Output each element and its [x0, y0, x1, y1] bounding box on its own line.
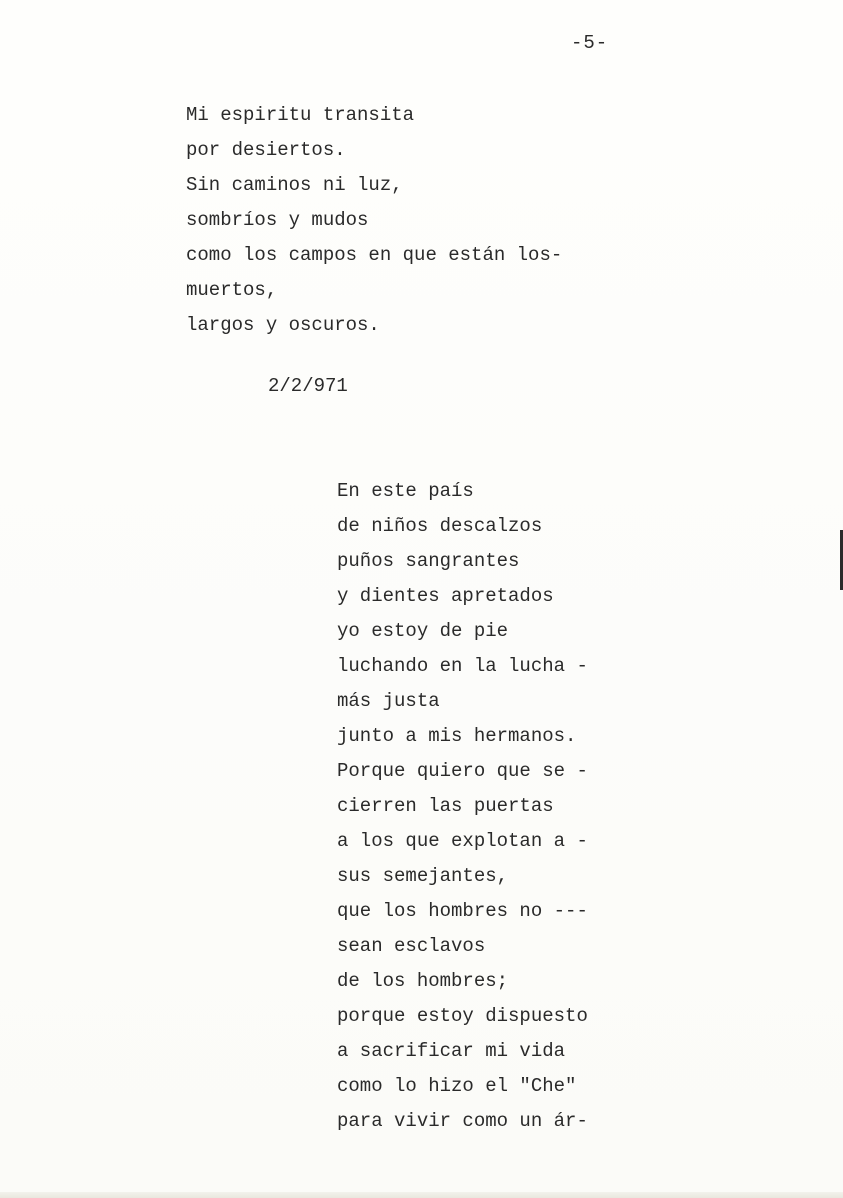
poem-line: para vivir como un ár-	[337, 1110, 588, 1132]
page-bottom-edge	[0, 1192, 843, 1198]
poem-line: Mi espiritu transita	[186, 104, 415, 126]
poem-line: como los campos en que están los-	[186, 244, 563, 266]
page-number: -5-	[571, 32, 609, 54]
poem-line: a los que explotan a -	[337, 830, 588, 852]
poem-line: muertos,	[186, 279, 278, 301]
poem-line: sus semejantes,	[337, 865, 509, 887]
poem-date: 2/2/971	[268, 375, 348, 397]
poem-line: junto a mis hermanos.	[337, 725, 577, 747]
poem-line: por desiertos.	[186, 139, 346, 161]
poem-line: y dientes apretados	[337, 585, 554, 607]
poem-line: Sin caminos ni luz,	[186, 174, 403, 196]
poem-line: En este país	[337, 480, 474, 502]
poem-line: yo estoy de pie	[337, 620, 509, 642]
poem-line: puños sangrantes	[337, 550, 520, 572]
poem-line: más justa	[337, 690, 440, 712]
poem-line: como lo hizo el "Che"	[337, 1075, 577, 1097]
poem-stanza-1	[186, 98, 562, 343]
poem-line: largos y oscuros.	[186, 314, 380, 336]
poem-line: porque estoy dispuesto	[337, 1005, 588, 1027]
poem-line: sean esclavos	[337, 935, 486, 957]
poem-line: a sacrificar mi vida	[337, 1040, 566, 1062]
poem-line: de niños descalzos	[337, 515, 543, 537]
poem-line: cierren las puertas	[337, 795, 554, 817]
poem-line: luchando en la lucha -	[337, 655, 588, 677]
poem-line: de los hombres;	[337, 970, 509, 992]
poem-line: que los hombres no ---	[337, 900, 588, 922]
poem-stanza-2	[337, 474, 588, 1139]
poem-line: sombríos y mudos	[186, 209, 369, 231]
poem-line: Porque quiero que se -	[337, 760, 588, 782]
